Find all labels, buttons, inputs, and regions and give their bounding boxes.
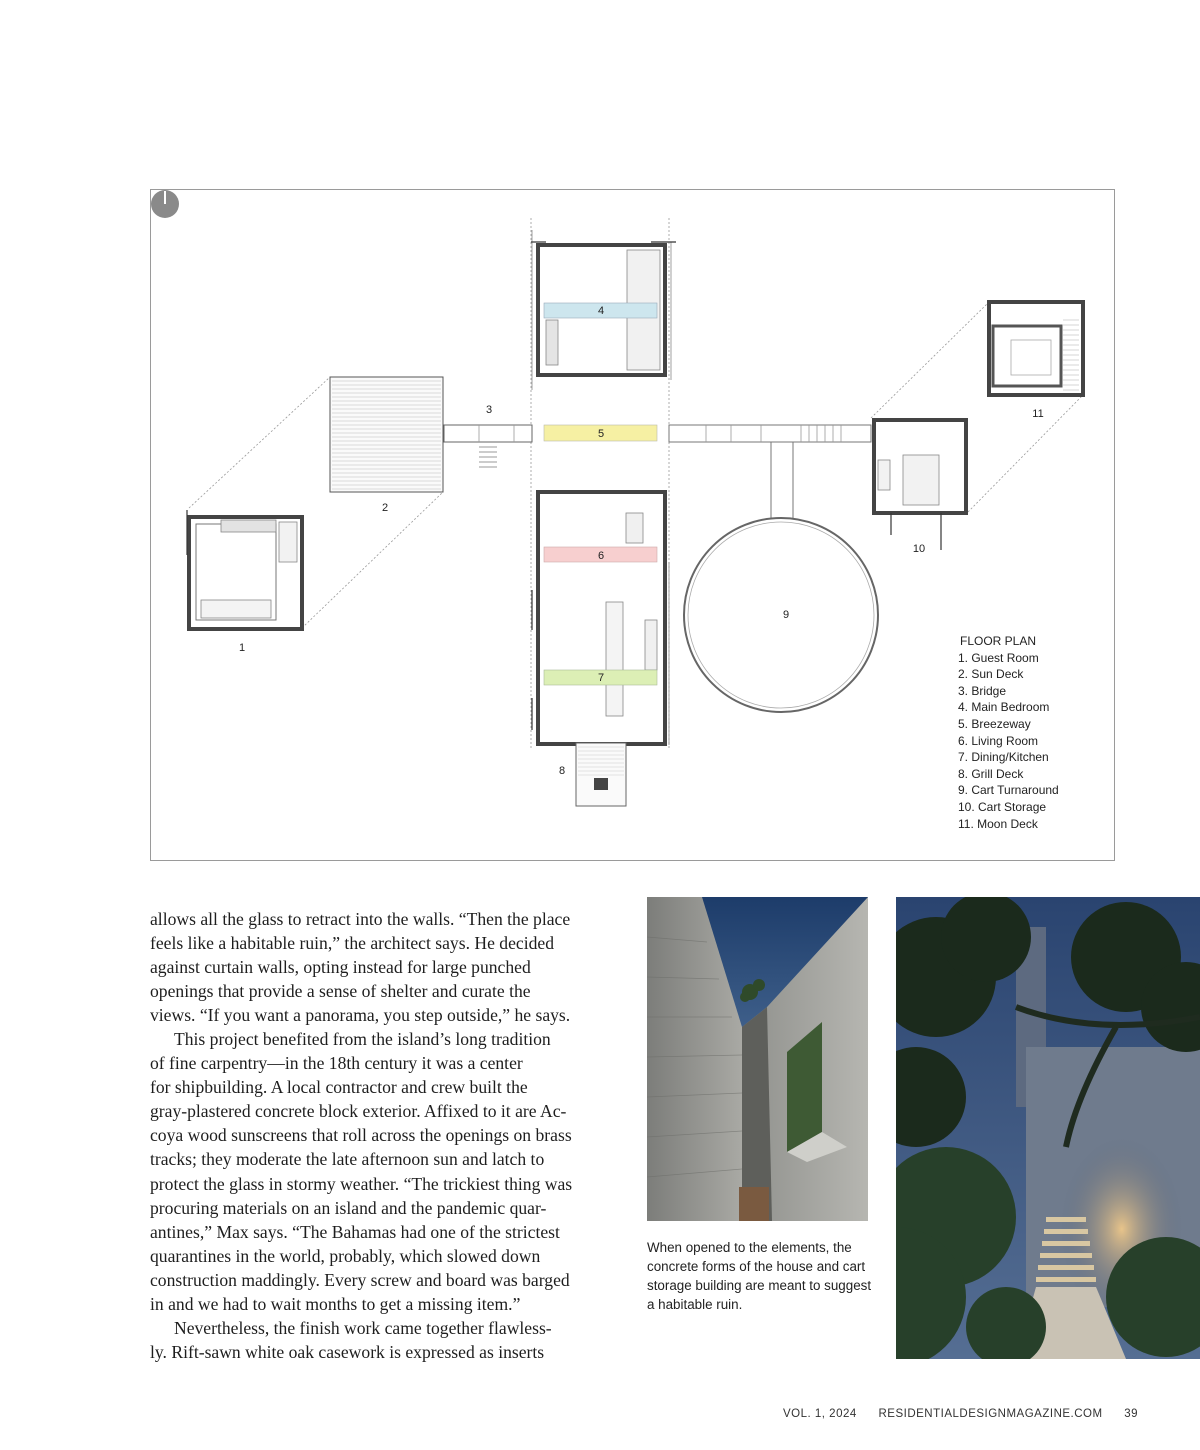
floor-plan-legend (958, 633, 1059, 832)
page-footer (783, 1408, 1138, 1420)
text-line: of fine carpentry—in the 18th century it was a center (150, 1053, 523, 1074)
text-line: against curtain walls, opting instead for large punched (150, 957, 531, 978)
bridge-plan (444, 425, 532, 467)
text-line: feels like a habitable ruin,” the architect says. He decided (150, 933, 554, 954)
magazine-site: RESIDENTIALDESIGNMAGAZINE.COM (878, 1408, 1103, 1420)
text-line: gray-plastered concrete block exterior. Affixed to it are Ac- (150, 1101, 567, 1122)
room-number-9: 9 (782, 609, 790, 621)
legend-title: FLOOR PLAN (960, 634, 1037, 648)
grill-deck-plan (576, 743, 626, 806)
text-line: allows all the glass to retract into the walls. “Then the place (150, 909, 571, 929)
article-paragraph (150, 1316, 600, 1364)
text-line: ly. Rift-sawn white oak casework is expressed as inserts (150, 1341, 545, 1362)
legend-item: 2. Sun Deck (958, 667, 1024, 682)
legend-item: 6. Living Room (958, 733, 1039, 748)
walkway-plan (669, 425, 871, 522)
room-number-8: 8 (558, 765, 566, 777)
legend-item: 10. Cart Storage (958, 799, 1047, 814)
text-line: Nevertheless, the finish work came together flawless- (174, 1317, 552, 1338)
text-line: protect the glass in stormy weather. “The trickiest thing was (150, 1173, 573, 1194)
legend-item: 7. Dining/Kitchen (958, 750, 1049, 765)
room-number-1: 1 (238, 642, 246, 654)
article-paragraph (150, 907, 600, 1027)
text-line: openings that provide a sense of shelter and curate the (150, 981, 531, 1002)
text-line: tracks; they moderate the late afternoon sun and latch to (150, 1149, 545, 1170)
room-number-10: 10 (912, 543, 926, 555)
text-line: for shipbuilding. A local contractor and crew built the (150, 1077, 528, 1098)
room-number-5: 5 (597, 428, 605, 440)
photo-night-garden (896, 897, 1200, 1359)
room-number-7: 7 (597, 672, 605, 684)
cart-storage-plan (874, 420, 966, 550)
room-number-3: 3 (485, 404, 493, 416)
room-number-6: 6 (597, 550, 605, 562)
room-number-2: 2 (381, 502, 389, 514)
sun-deck-plan (330, 377, 443, 492)
text-line: quarantines in the world, probably, which slowed down (150, 1245, 541, 1266)
north-arrow-icon (151, 190, 179, 218)
text-line: views. “If you want a panorama, you step outside,” he says. (150, 1005, 571, 1026)
guest-room-plan (187, 510, 302, 629)
text-line: in and we had to wait months to get a missing item.” (150, 1293, 521, 1314)
legend-item: 8. Grill Deck (958, 766, 1024, 781)
article-paragraph (150, 1027, 600, 1316)
text-line: construction maddingly. Every screw and board was barged (150, 1269, 570, 1290)
floor-plan-figure (150, 189, 1115, 861)
issue-volume: VOL. 1, 2024 (783, 1408, 857, 1420)
legend-item: 4. Main Bedroom (958, 700, 1050, 715)
moon-deck-plan (989, 302, 1083, 395)
legend-item: 9. Cart Turnaround (958, 783, 1059, 798)
photo-concrete-corridor (647, 897, 868, 1221)
legend-list (958, 650, 1059, 833)
text-line: coya wood sunscreens that roll across the openings on brass (150, 1125, 572, 1146)
text-line: antines,” Max says. “The Bahamas had one of the strictest (150, 1221, 560, 1242)
legend-item: 1. Guest Room (958, 650, 1039, 665)
cart-turnaround-plan (684, 518, 878, 712)
page-number: 39 (1124, 1408, 1139, 1420)
room-number-4: 4 (597, 305, 605, 317)
legend-item: 11. Moon Deck (958, 816, 1038, 831)
text-line: procuring materials on an island and the pandemic quar- (150, 1197, 547, 1218)
living-dining-plan (532, 492, 669, 745)
legend-item: 5. Breezeway (958, 716, 1031, 731)
room-number-11: 11 (1032, 408, 1044, 420)
article-body (150, 907, 600, 1364)
photo-caption: When opened to the elements, the concrete forms of the house and cart storage building are meant to suggest a habitable ruin. (647, 1240, 872, 1312)
text-line: This project benefited from the island’s long tradition (174, 1029, 551, 1050)
legend-item: 3. Bridge (958, 683, 1007, 698)
